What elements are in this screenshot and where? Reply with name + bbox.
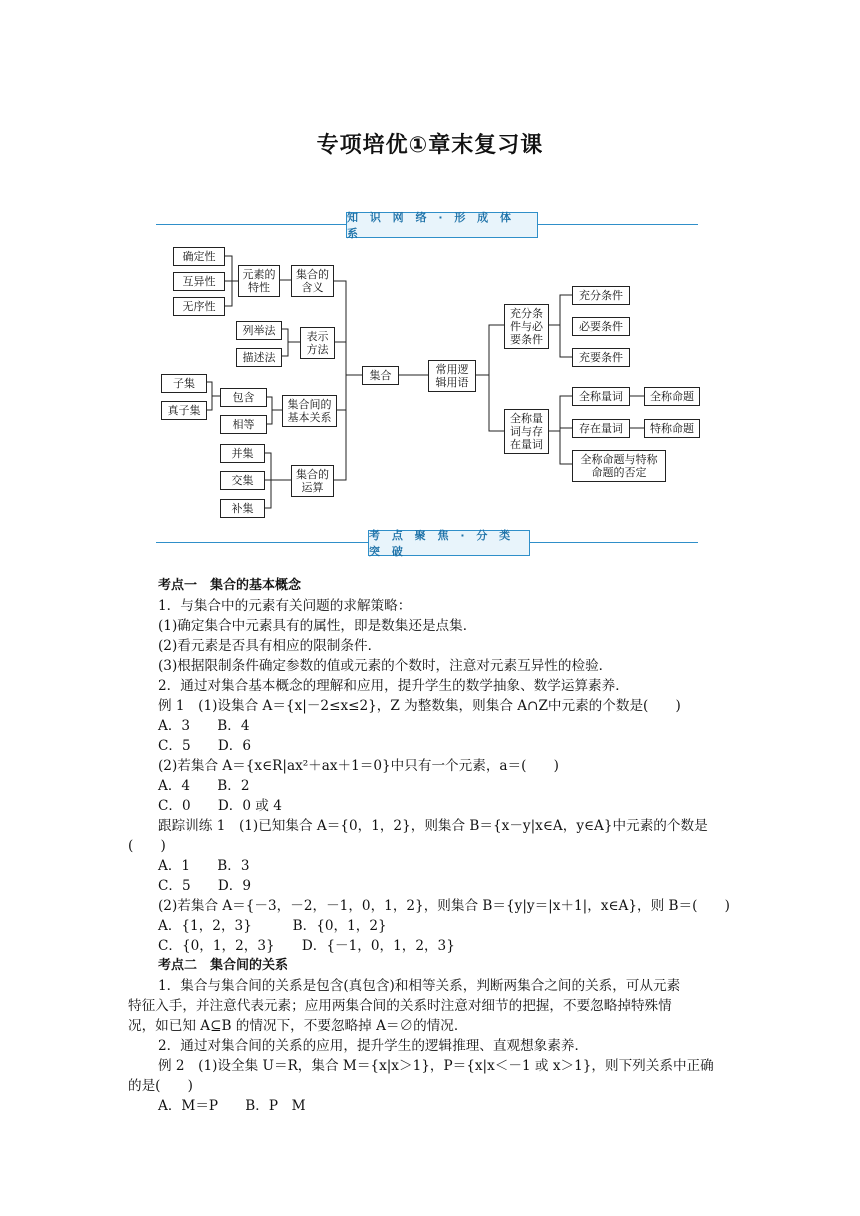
node-description-method: 描述法 bbox=[236, 348, 282, 367]
answer-options: A．{1，2，3} B．{0，1，2} bbox=[158, 918, 387, 934]
node-sufficient: 充分条件 bbox=[572, 286, 630, 305]
answer-options: C．{0，1，2，3} D．{－1，0，1，2，3} bbox=[158, 938, 455, 954]
paragraph-cont: 特征入手，并注意代表元素；应用两集合间的关系时注意对细节的把握，不要忽略掉特殊情 bbox=[128, 998, 672, 1014]
node-necessary: 必要条件 bbox=[572, 317, 630, 336]
practice-question: 跟踪训练 1 (1)已知集合 A＝{0，1，2}，则集合 B＝{x－y|x∈A，y∈A}中元素的个数是 bbox=[158, 818, 708, 834]
banner-label: 考 点 聚 焦 · 分 类 突 破 bbox=[368, 530, 530, 556]
practice-question: (2)若集合 A＝{－3，－2，－1，0，1，2}，则集合 B＝{y|y＝|x＋1|，x∈A}，则 B＝( ) bbox=[158, 898, 730, 914]
node-subset: 子集 bbox=[161, 374, 207, 393]
example-question-cont: 的是( ) bbox=[128, 1078, 193, 1094]
node-conditions: 充分条 件与必 要条件 bbox=[504, 304, 549, 349]
section-heading: 考点二 集合间的关系 bbox=[158, 958, 289, 973]
node-union: 并集 bbox=[220, 444, 265, 463]
example-question: 例 2 (1)设全集 U＝R，集合 M＝{x|x＞1}，P＝{x|x＜－1 或 x＞1}，则下列关系中正确 bbox=[158, 1058, 714, 1074]
node-quantifiers: 全称量 词与存 在量词 bbox=[504, 409, 549, 454]
node-existential-proposition: 特称命题 bbox=[644, 419, 700, 438]
node-listing-method: 列举法 bbox=[236, 321, 282, 340]
paragraph-cont: 况，如已知 A⊆B 的情况下，不要忽略掉 A＝∅的情况． bbox=[128, 1018, 468, 1034]
section-banner-knowledge bbox=[156, 212, 698, 238]
node-inclusion: 包含 bbox=[220, 388, 267, 407]
answer-options: C．5 D．9 bbox=[158, 878, 251, 894]
node-intersection: 交集 bbox=[220, 471, 265, 490]
answer-options: A．1 B．3 bbox=[158, 858, 250, 874]
paragraph: (2)看元素是否具有相应的限制条件． bbox=[158, 638, 382, 654]
practice-question-cont: ( ) bbox=[128, 838, 166, 854]
node-set-operations: 集合的 运算 bbox=[291, 465, 334, 497]
node-existential-quantifier: 存在量词 bbox=[572, 419, 630, 438]
paragraph: (3)根据限制条件确定参数的值或元素的个数时，注意对元素互异性的检验． bbox=[158, 658, 613, 674]
node-negation: 全称命题与特称 命题的否定 bbox=[572, 450, 666, 482]
exercise-text bbox=[128, 576, 738, 1116]
answer-options: A．4 B．2 bbox=[158, 778, 250, 794]
node-sufficient-necessary: 充要条件 bbox=[572, 348, 630, 367]
example-question: (2)若集合 A＝{x∈R|ax²＋ax＋1＝0}中只有一个元素，a＝( ) bbox=[158, 758, 559, 774]
node-representation: 表示 方法 bbox=[300, 327, 335, 359]
node-set: 集合 bbox=[362, 366, 399, 385]
node-distinctness: 互异性 bbox=[173, 272, 225, 291]
node-equality: 相等 bbox=[220, 415, 267, 434]
section-banner-focus bbox=[156, 530, 698, 556]
node-logic-terms: 常用逻 辑用语 bbox=[428, 360, 476, 392]
answer-options: A．3 B．4 bbox=[158, 718, 250, 734]
paragraph: 1．与集合中的元素有关问题的求解策略： bbox=[158, 598, 412, 614]
node-determinacy: 确定性 bbox=[173, 247, 225, 266]
node-set-meaning: 集合的 含义 bbox=[291, 265, 334, 297]
banner-label: 知 识 网 络 · 形 成 体 系 bbox=[346, 212, 538, 238]
node-unordered: 无序性 bbox=[173, 297, 225, 316]
paragraph: (1)确定集合中元素具有的属性，即是数集还是点集． bbox=[158, 618, 477, 634]
node-basic-relations: 集合间的 基本关系 bbox=[282, 395, 337, 427]
answer-options: C．5 D．6 bbox=[158, 738, 251, 754]
answer-options: A．M＝P B．P M bbox=[158, 1098, 306, 1114]
paragraph: 2．通过对集合间的关系的应用，提升学生的逻辑推理、直观想象素养． bbox=[158, 1038, 589, 1054]
paragraph: 1．集合与集合间的关系是包含(真包含)和相等关系，判断两集合之间的关系，可从元素 bbox=[158, 978, 681, 994]
example-question: 例 1 (1)设集合 A＝{x|－2≤x≤2}，Z 为整数集，则集合 A∩Z中元素的个数是( ) bbox=[158, 698, 681, 714]
node-universal-quantifier: 全称量词 bbox=[572, 387, 630, 406]
paragraph: 2．通过对集合基本概念的理解和应用，提升学生的数学抽象、数学运算素养． bbox=[158, 678, 629, 694]
node-complement: 补集 bbox=[220, 499, 265, 518]
node-universal-proposition: 全称命题 bbox=[644, 387, 700, 406]
node-element-properties: 元素的 特性 bbox=[238, 265, 280, 297]
page-title: 专项培优①章末复习课 bbox=[316, 133, 544, 158]
answer-options: C．0 D．0 或 4 bbox=[158, 798, 282, 814]
section-heading: 考点一 集合的基本概念 bbox=[158, 578, 302, 593]
node-proper-subset: 真子集 bbox=[161, 401, 207, 420]
